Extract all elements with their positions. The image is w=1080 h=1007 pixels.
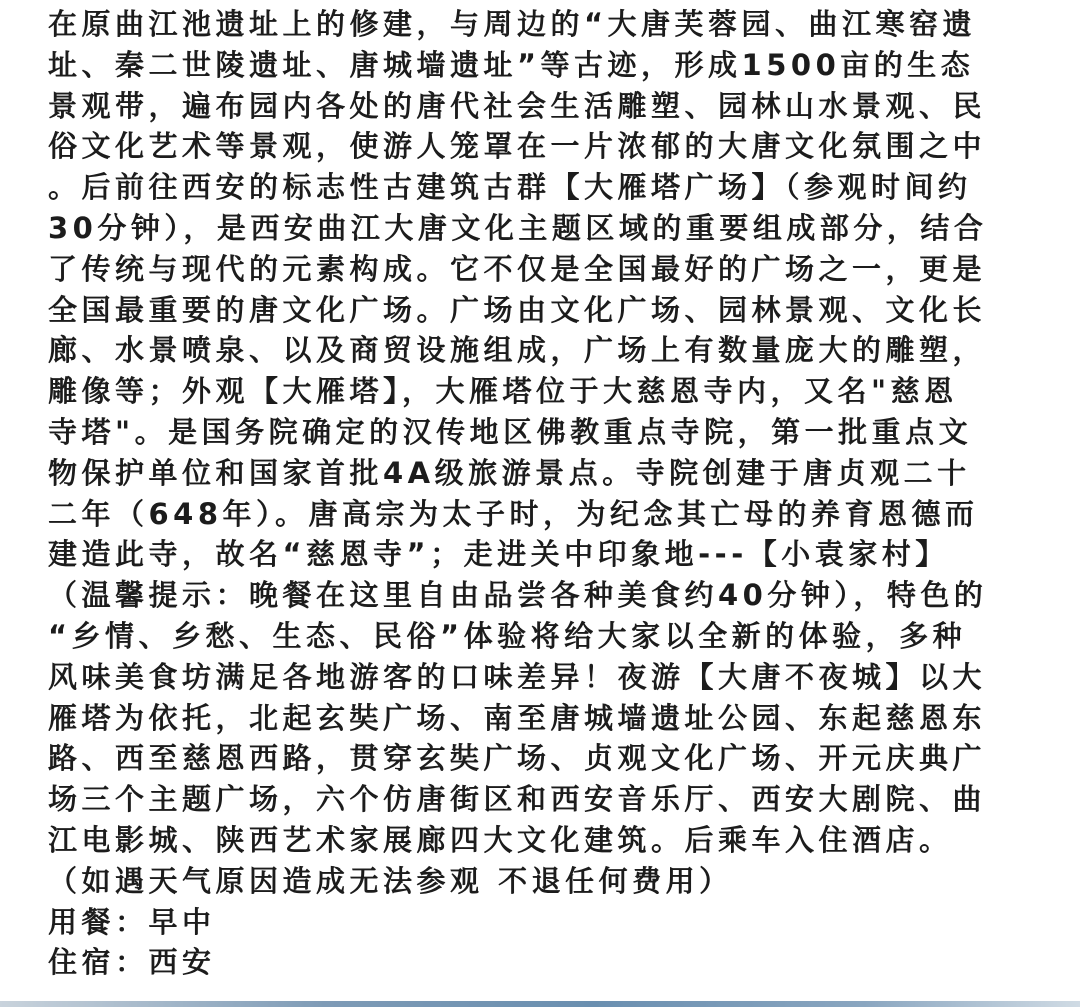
text-line: 路、西至慈恩西路，贯穿玄奘广场、贞观文化广场、开元庆典广 bbox=[48, 741, 987, 776]
notice-line: （如遇天气原因造成无法参观 不退任何费用） bbox=[48, 863, 733, 898]
text-line: 俗文化艺术等景观，使游人笼罩在一片浓郁的大唐文化氛围之中 bbox=[48, 129, 987, 164]
text-line: 风味美食坊满足各地游客的口味差异！夜游【大唐不夜城】以大 bbox=[48, 659, 987, 694]
text-line: 二年（648年）。唐高宗为太子时，为纪念其亡母的养育恩德而 bbox=[48, 496, 979, 531]
text-line: 址、秦二世陵遗址、唐城墙遗址”等古迹，形成1500亩的生态 bbox=[48, 47, 975, 82]
text-line: 30分钟），是西安曲江大唐文化主题区域的重要组成部分，结合 bbox=[48, 210, 988, 245]
meals-line: 用餐：早中 bbox=[48, 904, 216, 939]
accommodation-line: 住宿：西安 bbox=[48, 945, 216, 980]
text-line: 。后前往西安的标志性古建筑古群【大雁塔广场】（参观时间约 bbox=[48, 170, 972, 205]
text-line: 了传统与现代的元素构成。它不仅是全国最好的广场之一，更是 bbox=[48, 251, 987, 286]
bottom-image-strip bbox=[0, 1001, 1080, 1007]
text-line: 寺塔"。是国务院确定的汉传地区佛教重点寺院，第一批重点文 bbox=[48, 414, 973, 449]
itinerary-text-block bbox=[48, 0, 1048, 983]
text-line: （温馨提示：晚餐在这里自由品尝各种美食约40分钟），特色的 bbox=[48, 578, 988, 613]
text-line: 景观带，遍布园内各处的唐代社会生活雕塑、园林山水景观、民 bbox=[48, 88, 987, 123]
text-line: 在原曲江池遗址上的修建，与周边的“大唐芙蓉园、曲江寒窑遗 bbox=[48, 7, 977, 41]
text-line: 场三个主题广场，六个仿唐街区和西安音乐厅、西安大剧院、曲 bbox=[48, 782, 987, 817]
text-line: 江电影城、陕西艺术家展廊四大文化建筑。后乘车入住酒店。 bbox=[48, 822, 953, 857]
text-line: 雁塔为依托，北起玄奘广场、南至唐城墙遗址公园、东起慈恩东 bbox=[48, 700, 987, 735]
text-line: 物保护单位和国家首批4A级旅游景点。寺院创建于唐贞观二十 bbox=[48, 455, 971, 490]
text-line: 雕像等；外观【大雁塔】，大雁塔位于大慈恩寺内，又名"慈恩 bbox=[48, 374, 958, 409]
text-line: 廊、水景喷泉、以及商贸设施组成，广场上有数量庞大的雕塑， bbox=[48, 333, 987, 368]
text-line: 全国最重要的唐文化广场。广场由文化广场、园林景观、文化长 bbox=[48, 292, 987, 327]
text-line: “乡情、乡愁、生态、民俗”体验将给大家以全新的体验，多种 bbox=[48, 618, 967, 653]
text-line: 建造此寺，故名“慈恩寺”；走进关中印象地---【小袁家村】 bbox=[48, 537, 949, 572]
